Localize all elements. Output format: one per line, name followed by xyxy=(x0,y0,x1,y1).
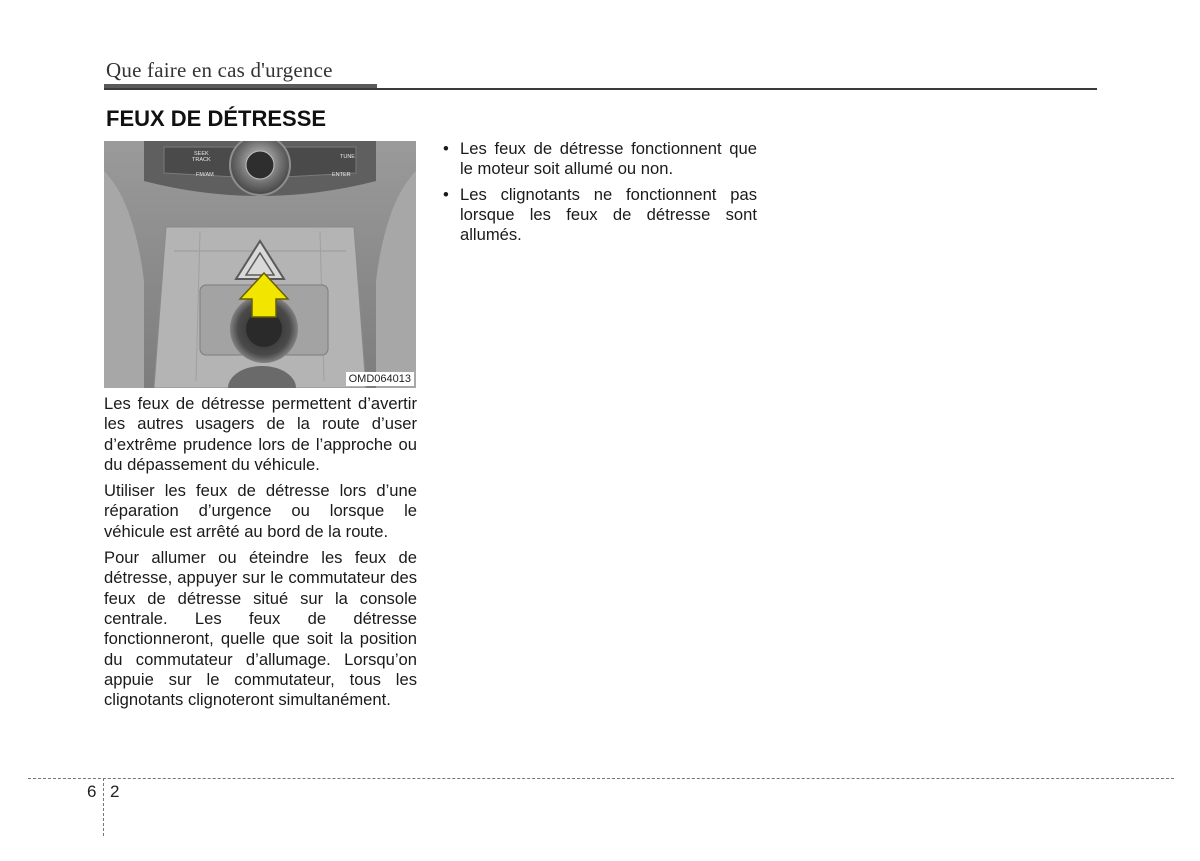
list-item-text: Les feux de détresse fonctionnent que le moteur soit allumé ou non. xyxy=(460,139,757,179)
section-title: FEUX DE DÉTRESSE xyxy=(106,106,327,131)
paragraph: Pour allumer ou éteindre les feux de détresse, appuyer sur le commutateur des feux de détresse situé sur la console centrale. Les feux de détresse fonctionneront, quelle que soit la position du commutateur d’allumage. Lorsqu’on appuie sur le commutateur, tous les clignotants clignoteront simultanément. xyxy=(104,548,417,710)
figure-code: OMD064013 xyxy=(346,372,414,386)
bullet-icon: • xyxy=(443,184,449,204)
paragraph: Les feux de détresse permettent d’avertir les autres usagers de la route d’user d’extrême prudence lors de l’approche ou du dépassement du véhicule. xyxy=(104,394,417,474)
bullet-icon: • xyxy=(443,139,449,158)
enter-label: ENTER xyxy=(332,172,351,178)
list-item xyxy=(443,185,757,246)
fm-am-label: FM/AM xyxy=(196,172,214,178)
footer-divider xyxy=(103,778,104,836)
list-item xyxy=(443,139,757,180)
header-rule xyxy=(104,88,1097,90)
notes-list xyxy=(443,139,757,250)
chapter-number: 6 xyxy=(87,782,97,801)
console-drawing xyxy=(104,141,416,388)
list-item-text: Les clignotants ne fonctionnent pas lorsque les feux de détresse sont allumés. xyxy=(460,184,757,245)
paragraph: Utiliser les feux de détresse lors d’une réparation d’urgence ou lorsque le véhicule est arrêté au bord de la route. xyxy=(104,481,417,541)
footer-rule xyxy=(28,778,1174,779)
track-label: TRACK xyxy=(192,157,211,163)
page-number: 2 xyxy=(110,782,120,801)
seek-label: SEEK xyxy=(194,151,209,157)
body-text xyxy=(104,394,417,716)
chapter-header-title: Que faire en cas d'urgence xyxy=(106,58,333,82)
tune-label: TUNE xyxy=(340,154,355,160)
hazard-switch-illustration xyxy=(104,141,416,388)
